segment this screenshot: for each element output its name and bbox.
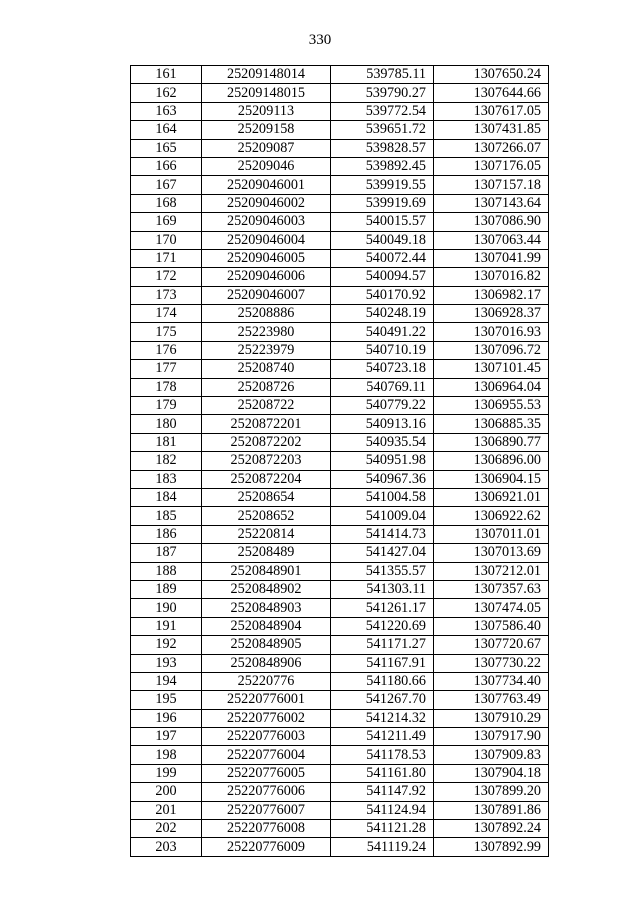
- x-coordinate-cell: 541119.24: [331, 838, 434, 856]
- x-coordinate-cell: 541180.66: [331, 672, 434, 690]
- y-coordinate-cell: 1307266.07: [434, 139, 549, 157]
- table-row: [131, 378, 549, 396]
- x-coordinate-cell: 540723.18: [331, 360, 434, 378]
- table-row: [131, 672, 549, 690]
- point-code-cell: 25208652: [202, 507, 331, 525]
- y-coordinate-cell: 1307763.49: [434, 691, 549, 709]
- point-code-cell: 25209046004: [202, 231, 331, 249]
- y-coordinate-cell: 1307899.20: [434, 783, 549, 801]
- table-row: [131, 176, 549, 194]
- table-row: [131, 525, 549, 543]
- row-number-cell: 165: [131, 139, 202, 157]
- point-code-cell: 2520848905: [202, 636, 331, 654]
- point-code-cell: 25209148014: [202, 66, 331, 84]
- table-row: [131, 305, 549, 323]
- x-coordinate-cell: 539828.57: [331, 139, 434, 157]
- x-coordinate-cell: 540779.22: [331, 397, 434, 415]
- table-row: [131, 728, 549, 746]
- table-row: [131, 746, 549, 764]
- point-code-cell: 25209046002: [202, 194, 331, 212]
- table-body: [131, 66, 549, 857]
- table-row: [131, 66, 549, 84]
- y-coordinate-cell: 1307011.01: [434, 525, 549, 543]
- table-row: [131, 286, 549, 304]
- x-coordinate-cell: 541171.27: [331, 636, 434, 654]
- y-coordinate-cell: 1307016.82: [434, 268, 549, 286]
- coordinates-table: [130, 65, 549, 857]
- row-number-cell: 195: [131, 691, 202, 709]
- table-row: [131, 397, 549, 415]
- x-coordinate-cell: 540935.54: [331, 433, 434, 451]
- y-coordinate-cell: 1307041.99: [434, 249, 549, 267]
- y-coordinate-cell: 1307101.45: [434, 360, 549, 378]
- table-row: [131, 764, 549, 782]
- table-row: [131, 415, 549, 433]
- x-coordinate-cell: 541178.53: [331, 746, 434, 764]
- table-row: [131, 562, 549, 580]
- y-coordinate-cell: 1307013.69: [434, 544, 549, 562]
- x-coordinate-cell: 541261.17: [331, 599, 434, 617]
- point-code-cell: 25208740: [202, 360, 331, 378]
- y-coordinate-cell: 1307910.29: [434, 709, 549, 727]
- point-code-cell: 25209158: [202, 121, 331, 139]
- row-number-cell: 176: [131, 341, 202, 359]
- x-coordinate-cell: 541427.04: [331, 544, 434, 562]
- point-code-cell: 25220776005: [202, 764, 331, 782]
- page-number: 330: [308, 32, 332, 48]
- row-number-cell: 163: [131, 102, 202, 120]
- point-code-cell: 25220776001: [202, 691, 331, 709]
- y-coordinate-cell: 1307586.40: [434, 617, 549, 635]
- x-coordinate-cell: 541124.94: [331, 801, 434, 819]
- y-coordinate-cell: 1307016.93: [434, 323, 549, 341]
- point-code-cell: 2520872202: [202, 433, 331, 451]
- x-coordinate-cell: 540170.92: [331, 286, 434, 304]
- point-code-cell: 25209046006: [202, 268, 331, 286]
- row-number-cell: 202: [131, 820, 202, 838]
- y-coordinate-cell: 1307644.66: [434, 84, 549, 102]
- table-row: [131, 102, 549, 120]
- x-coordinate-cell: 541211.49: [331, 728, 434, 746]
- point-code-cell: 2520848901: [202, 562, 331, 580]
- point-code-cell: 25220776002: [202, 709, 331, 727]
- y-coordinate-cell: 1307212.01: [434, 562, 549, 580]
- x-coordinate-cell: 539919.55: [331, 176, 434, 194]
- x-coordinate-cell: 541004.58: [331, 488, 434, 506]
- x-coordinate-cell: 540049.18: [331, 231, 434, 249]
- x-coordinate-cell: 539651.72: [331, 121, 434, 139]
- row-number-cell: 175: [131, 323, 202, 341]
- point-code-cell: 25220776008: [202, 820, 331, 838]
- row-number-cell: 173: [131, 286, 202, 304]
- point-code-cell: 2520848904: [202, 617, 331, 635]
- row-number-cell: 184: [131, 488, 202, 506]
- row-number-cell: 181: [131, 433, 202, 451]
- point-code-cell: 2520848906: [202, 654, 331, 672]
- y-coordinate-cell: 1307357.63: [434, 580, 549, 598]
- row-number-cell: 196: [131, 709, 202, 727]
- table-row: [131, 636, 549, 654]
- point-code-cell: 25209046005: [202, 249, 331, 267]
- table-row: [131, 470, 549, 488]
- row-number-cell: 179: [131, 397, 202, 415]
- table-row: [131, 544, 549, 562]
- row-number-cell: 178: [131, 378, 202, 396]
- point-code-cell: 25209113: [202, 102, 331, 120]
- table-row: [131, 433, 549, 451]
- table-row: [131, 139, 549, 157]
- x-coordinate-cell: 541009.04: [331, 507, 434, 525]
- row-number-cell: 166: [131, 157, 202, 175]
- table-row: [131, 507, 549, 525]
- x-coordinate-cell: 541303.11: [331, 580, 434, 598]
- point-code-cell: 25220776: [202, 672, 331, 690]
- y-coordinate-cell: 1307143.64: [434, 194, 549, 212]
- y-coordinate-cell: 1307892.99: [434, 838, 549, 856]
- y-coordinate-cell: 1307720.67: [434, 636, 549, 654]
- table-row: [131, 213, 549, 231]
- y-coordinate-cell: 1307734.40: [434, 672, 549, 690]
- table-row: [131, 157, 549, 175]
- table-row: [131, 709, 549, 727]
- x-coordinate-cell: 540491.22: [331, 323, 434, 341]
- row-number-cell: 167: [131, 176, 202, 194]
- y-coordinate-cell: 1306922.62: [434, 507, 549, 525]
- table-row: [131, 360, 549, 378]
- y-coordinate-cell: 1307617.05: [434, 102, 549, 120]
- y-coordinate-cell: 1307904.18: [434, 764, 549, 782]
- point-code-cell: 25220776003: [202, 728, 331, 746]
- y-coordinate-cell: 1306885.35: [434, 415, 549, 433]
- y-coordinate-cell: 1307730.22: [434, 654, 549, 672]
- table-row: [131, 580, 549, 598]
- y-coordinate-cell: 1306896.00: [434, 452, 549, 470]
- table-row: [131, 654, 549, 672]
- point-code-cell: 25208726: [202, 378, 331, 396]
- point-code-cell: 25209046: [202, 157, 331, 175]
- row-number-cell: 201: [131, 801, 202, 819]
- table-row: [131, 838, 549, 856]
- x-coordinate-cell: 541414.73: [331, 525, 434, 543]
- x-coordinate-cell: 540094.57: [331, 268, 434, 286]
- row-number-cell: 188: [131, 562, 202, 580]
- x-coordinate-cell: 541267.70: [331, 691, 434, 709]
- point-code-cell: 2520872204: [202, 470, 331, 488]
- row-number-cell: 169: [131, 213, 202, 231]
- point-code-cell: 25208722: [202, 397, 331, 415]
- table-row: [131, 617, 549, 635]
- table-row: [131, 599, 549, 617]
- x-coordinate-cell: 540015.57: [331, 213, 434, 231]
- row-number-cell: 197: [131, 728, 202, 746]
- y-coordinate-cell: 1306928.37: [434, 305, 549, 323]
- row-number-cell: 199: [131, 764, 202, 782]
- row-number-cell: 174: [131, 305, 202, 323]
- point-code-cell: 25209087: [202, 139, 331, 157]
- table-row: [131, 194, 549, 212]
- table-row: [131, 268, 549, 286]
- table-row: [131, 691, 549, 709]
- row-number-cell: 180: [131, 415, 202, 433]
- point-code-cell: 25220776009: [202, 838, 331, 856]
- row-number-cell: 187: [131, 544, 202, 562]
- point-code-cell: 25209046003: [202, 213, 331, 231]
- point-code-cell: 2520872203: [202, 452, 331, 470]
- point-code-cell: 25208654: [202, 488, 331, 506]
- row-number-cell: 186: [131, 525, 202, 543]
- point-code-cell: 2520848903: [202, 599, 331, 617]
- x-coordinate-cell: 540967.36: [331, 470, 434, 488]
- table-row: [131, 452, 549, 470]
- table-row: [131, 84, 549, 102]
- x-coordinate-cell: 540248.19: [331, 305, 434, 323]
- x-coordinate-cell: 541161.80: [331, 764, 434, 782]
- row-number-cell: 198: [131, 746, 202, 764]
- y-coordinate-cell: 1306982.17: [434, 286, 549, 304]
- table-row: [131, 231, 549, 249]
- row-number-cell: 162: [131, 84, 202, 102]
- row-number-cell: 177: [131, 360, 202, 378]
- x-coordinate-cell: 541147.92: [331, 783, 434, 801]
- y-coordinate-cell: 1307891.86: [434, 801, 549, 819]
- x-coordinate-cell: 539919.69: [331, 194, 434, 212]
- row-number-cell: 164: [131, 121, 202, 139]
- point-code-cell: 25208489: [202, 544, 331, 562]
- row-number-cell: 168: [131, 194, 202, 212]
- point-code-cell: 25223980: [202, 323, 331, 341]
- y-coordinate-cell: 1306964.04: [434, 378, 549, 396]
- point-code-cell: 25220814: [202, 525, 331, 543]
- row-number-cell: 182: [131, 452, 202, 470]
- x-coordinate-cell: 540951.98: [331, 452, 434, 470]
- x-coordinate-cell: 540913.16: [331, 415, 434, 433]
- row-number-cell: 171: [131, 249, 202, 267]
- point-code-cell: 25209148015: [202, 84, 331, 102]
- y-coordinate-cell: 1306955.53: [434, 397, 549, 415]
- x-coordinate-cell: 539785.11: [331, 66, 434, 84]
- table-row: [131, 121, 549, 139]
- x-coordinate-cell: 539772.54: [331, 102, 434, 120]
- x-coordinate-cell: 541214.32: [331, 709, 434, 727]
- x-coordinate-cell: 541167.91: [331, 654, 434, 672]
- point-code-cell: 25208886: [202, 305, 331, 323]
- point-code-cell: 25220776007: [202, 801, 331, 819]
- table-row: [131, 323, 549, 341]
- y-coordinate-cell: 1307650.24: [434, 66, 549, 84]
- table-row: [131, 783, 549, 801]
- row-number-cell: 203: [131, 838, 202, 856]
- y-coordinate-cell: 1306904.15: [434, 470, 549, 488]
- row-number-cell: 194: [131, 672, 202, 690]
- row-number-cell: 200: [131, 783, 202, 801]
- y-coordinate-cell: 1307431.85: [434, 121, 549, 139]
- y-coordinate-cell: 1307474.05: [434, 599, 549, 617]
- y-coordinate-cell: 1307892.24: [434, 820, 549, 838]
- y-coordinate-cell: 1306921.01: [434, 488, 549, 506]
- point-code-cell: 25209046001: [202, 176, 331, 194]
- y-coordinate-cell: 1307157.18: [434, 176, 549, 194]
- point-code-cell: 25223979: [202, 341, 331, 359]
- y-coordinate-cell: 1307909.83: [434, 746, 549, 764]
- row-number-cell: 183: [131, 470, 202, 488]
- table-row: [131, 341, 549, 359]
- row-number-cell: 185: [131, 507, 202, 525]
- point-code-cell: 2520872201: [202, 415, 331, 433]
- table-row: [131, 249, 549, 267]
- point-code-cell: 2520848902: [202, 580, 331, 598]
- x-coordinate-cell: 539790.27: [331, 84, 434, 102]
- table-row: [131, 820, 549, 838]
- row-number-cell: 190: [131, 599, 202, 617]
- x-coordinate-cell: 540072.44: [331, 249, 434, 267]
- x-coordinate-cell: 539892.45: [331, 157, 434, 175]
- row-number-cell: 170: [131, 231, 202, 249]
- x-coordinate-cell: 541121.28: [331, 820, 434, 838]
- x-coordinate-cell: 540769.11: [331, 378, 434, 396]
- point-code-cell: 25209046007: [202, 286, 331, 304]
- row-number-cell: 193: [131, 654, 202, 672]
- row-number-cell: 172: [131, 268, 202, 286]
- x-coordinate-cell: 541220.69: [331, 617, 434, 635]
- x-coordinate-cell: 541355.57: [331, 562, 434, 580]
- row-number-cell: 191: [131, 617, 202, 635]
- table-row: [131, 488, 549, 506]
- y-coordinate-cell: 1307917.90: [434, 728, 549, 746]
- y-coordinate-cell: 1307176.05: [434, 157, 549, 175]
- x-coordinate-cell: 540710.19: [331, 341, 434, 359]
- point-code-cell: 25220776006: [202, 783, 331, 801]
- table-row: [131, 801, 549, 819]
- row-number-cell: 192: [131, 636, 202, 654]
- y-coordinate-cell: 1307086.90: [434, 213, 549, 231]
- point-code-cell: 25220776004: [202, 746, 331, 764]
- row-number-cell: 189: [131, 580, 202, 598]
- y-coordinate-cell: 1307096.72: [434, 341, 549, 359]
- y-coordinate-cell: 1306890.77: [434, 433, 549, 451]
- y-coordinate-cell: 1307063.44: [434, 231, 549, 249]
- row-number-cell: 161: [131, 66, 202, 84]
